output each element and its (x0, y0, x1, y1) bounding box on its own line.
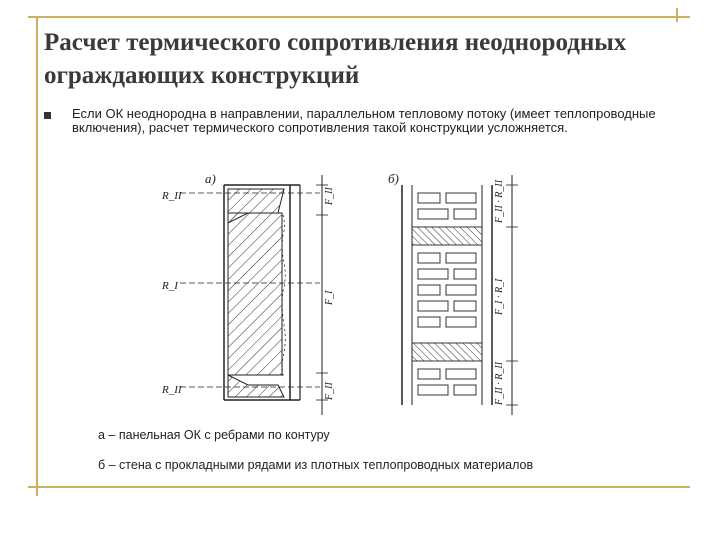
construction-diagram (150, 165, 530, 425)
r1-label: R_I (162, 280, 178, 292)
corner-tick (676, 8, 678, 22)
bottom-rule (28, 486, 690, 488)
caption-b: б – стена с прокладными рядами из плотных теплопроводных материалов (98, 458, 534, 472)
f2r2-bottom-label: F_II · R_II (494, 361, 505, 405)
top-rule (28, 16, 690, 18)
r2-top-label: R_II (162, 190, 182, 202)
panel-a-drawing (161, 171, 335, 415)
left-rule (36, 16, 38, 496)
caption-a: а – панельная ОК с ребрами по контуру (98, 428, 330, 442)
f1-label: F_I (324, 290, 335, 305)
f2r2-top-label: F_II · R_II (494, 179, 505, 223)
bullet-text: Если ОК неоднородна в направлении, параллельном тепловому потоку (имеет теплопроводные включения), расчет термического сопротивления такой конструкции усложняется. (72, 106, 656, 135)
f1r1-label: F_I · R_I (494, 278, 505, 315)
panel-b-drawing (388, 171, 518, 415)
slide-title: Расчет термического сопротивления неоднородных ограждающих конструкций (44, 29, 627, 89)
panel-a-label: а) (205, 171, 216, 186)
panel-b-label: б) (388, 171, 399, 186)
f2-bottom-label: F_II (324, 382, 335, 400)
r2-bottom-label: R_II (162, 384, 182, 396)
f2-top-label: F_II (324, 187, 335, 205)
bullet-marker (44, 112, 51, 119)
